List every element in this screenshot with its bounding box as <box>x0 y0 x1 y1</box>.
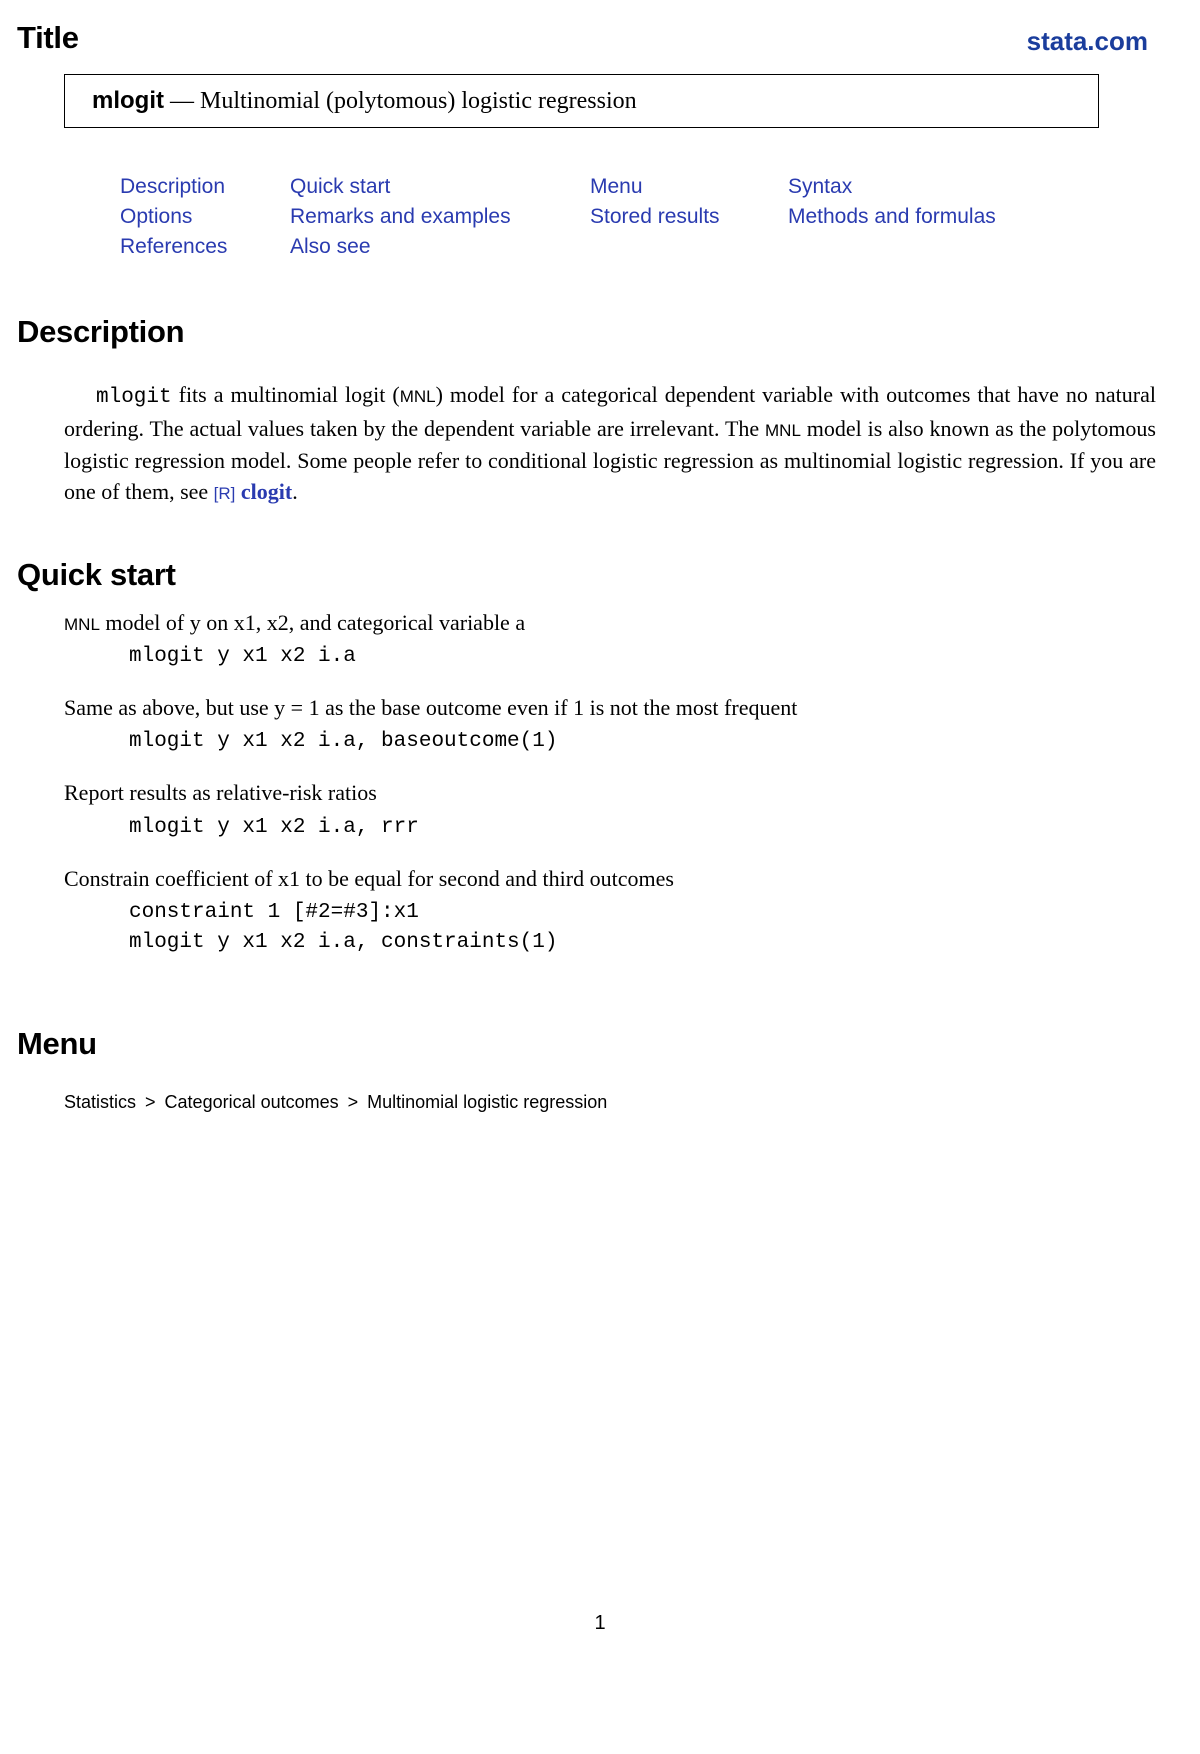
title-box <box>64 74 1099 128</box>
xref-entry-label: clogit <box>240 478 293 504</box>
command-description: Multinomial (polytomous) logistic regression <box>200 88 637 114</box>
abbr-mnl: MNL <box>765 420 801 440</box>
section-links <box>120 172 1048 262</box>
quick-start-code: constraint 1 [#2=#3]:x1 <box>129 901 419 924</box>
quick-start-code: mlogit y x1 x2 i.a, constraints(1) <box>129 931 558 954</box>
quick-start-item-description: Same as above, but use y = 1 as the base outcome even if 1 is not the most frequent <box>64 695 798 720</box>
link-methods-and-formulas[interactable]: Methods and formulas <box>788 205 996 228</box>
chevron-right-icon: > <box>347 1092 359 1112</box>
quick-start-code: mlogit y x1 x2 i.a, baseoutcome(1) <box>129 730 558 753</box>
section-heading-title: Title <box>17 20 79 55</box>
link-references[interactable]: References <box>120 235 228 258</box>
quick-start-item-description: Report results as relative-risk ratios <box>64 780 377 805</box>
xref-manual-label: [R] <box>213 483 236 503</box>
stata-brand-link[interactable]: stata.com <box>1026 26 1148 56</box>
quick-start-code: mlogit y x1 x2 i.a, rrr <box>129 816 419 839</box>
link-menu[interactable]: Menu <box>590 175 643 198</box>
menu-path-item: Statistics <box>64 1092 137 1112</box>
link-quick-start[interactable]: Quick start <box>290 175 391 198</box>
quick-start-text: model of y on x1, x2, and categorical variable a <box>99 610 526 635</box>
clogit-cross-reference[interactable] <box>214 479 293 504</box>
chevron-right-icon: > <box>145 1092 156 1112</box>
link-description[interactable]: Description <box>120 175 226 198</box>
description-paragraph <box>64 380 1156 509</box>
menu-path-item: Multinomial logistic regression <box>367 1092 608 1112</box>
link-stored-results[interactable]: Stored results <box>590 205 720 228</box>
section-heading-description: Description <box>17 314 185 349</box>
description-command: mlogit <box>96 386 172 409</box>
abbr-mnl: MNL <box>399 387 436 406</box>
link-also-see[interactable]: Also see <box>290 235 371 258</box>
abbr-mnl: MNL <box>64 615 100 634</box>
section-heading-quick-start: Quick start <box>17 557 176 592</box>
quick-start-code: mlogit y x1 x2 i.a <box>129 645 356 668</box>
quick-start-item-description <box>64 608 525 640</box>
description-text: fits a multinomial logit ( <box>171 382 400 407</box>
page-number: 1 <box>594 1612 606 1634</box>
menu-path-item: Categorical outcomes <box>164 1092 339 1112</box>
command-name: mlogit <box>92 87 164 114</box>
section-heading-menu: Menu <box>17 1026 97 1061</box>
description-text: model is also known as the polytomous logistic regression model. Some people refer to conditional logistic regression as multinomial logistic regression. If you are one of them, see <box>64 415 1156 504</box>
description-text: ) model for a categorical dependent variable with outcomes that have no natural ordering. The actual values taken by the dependent variable are irrelevant. The <box>64 382 1157 441</box>
description-text: . <box>292 478 298 504</box>
link-syntax[interactable]: Syntax <box>788 175 853 198</box>
quick-start-item-description: Constrain coefficient of x1 to be equal for second and third outcomes <box>64 866 674 891</box>
title-dash: — <box>164 88 200 114</box>
link-options[interactable]: Options <box>120 205 193 228</box>
menu-path <box>64 1092 607 1113</box>
link-remarks-and-examples[interactable]: Remarks and examples <box>290 205 511 228</box>
